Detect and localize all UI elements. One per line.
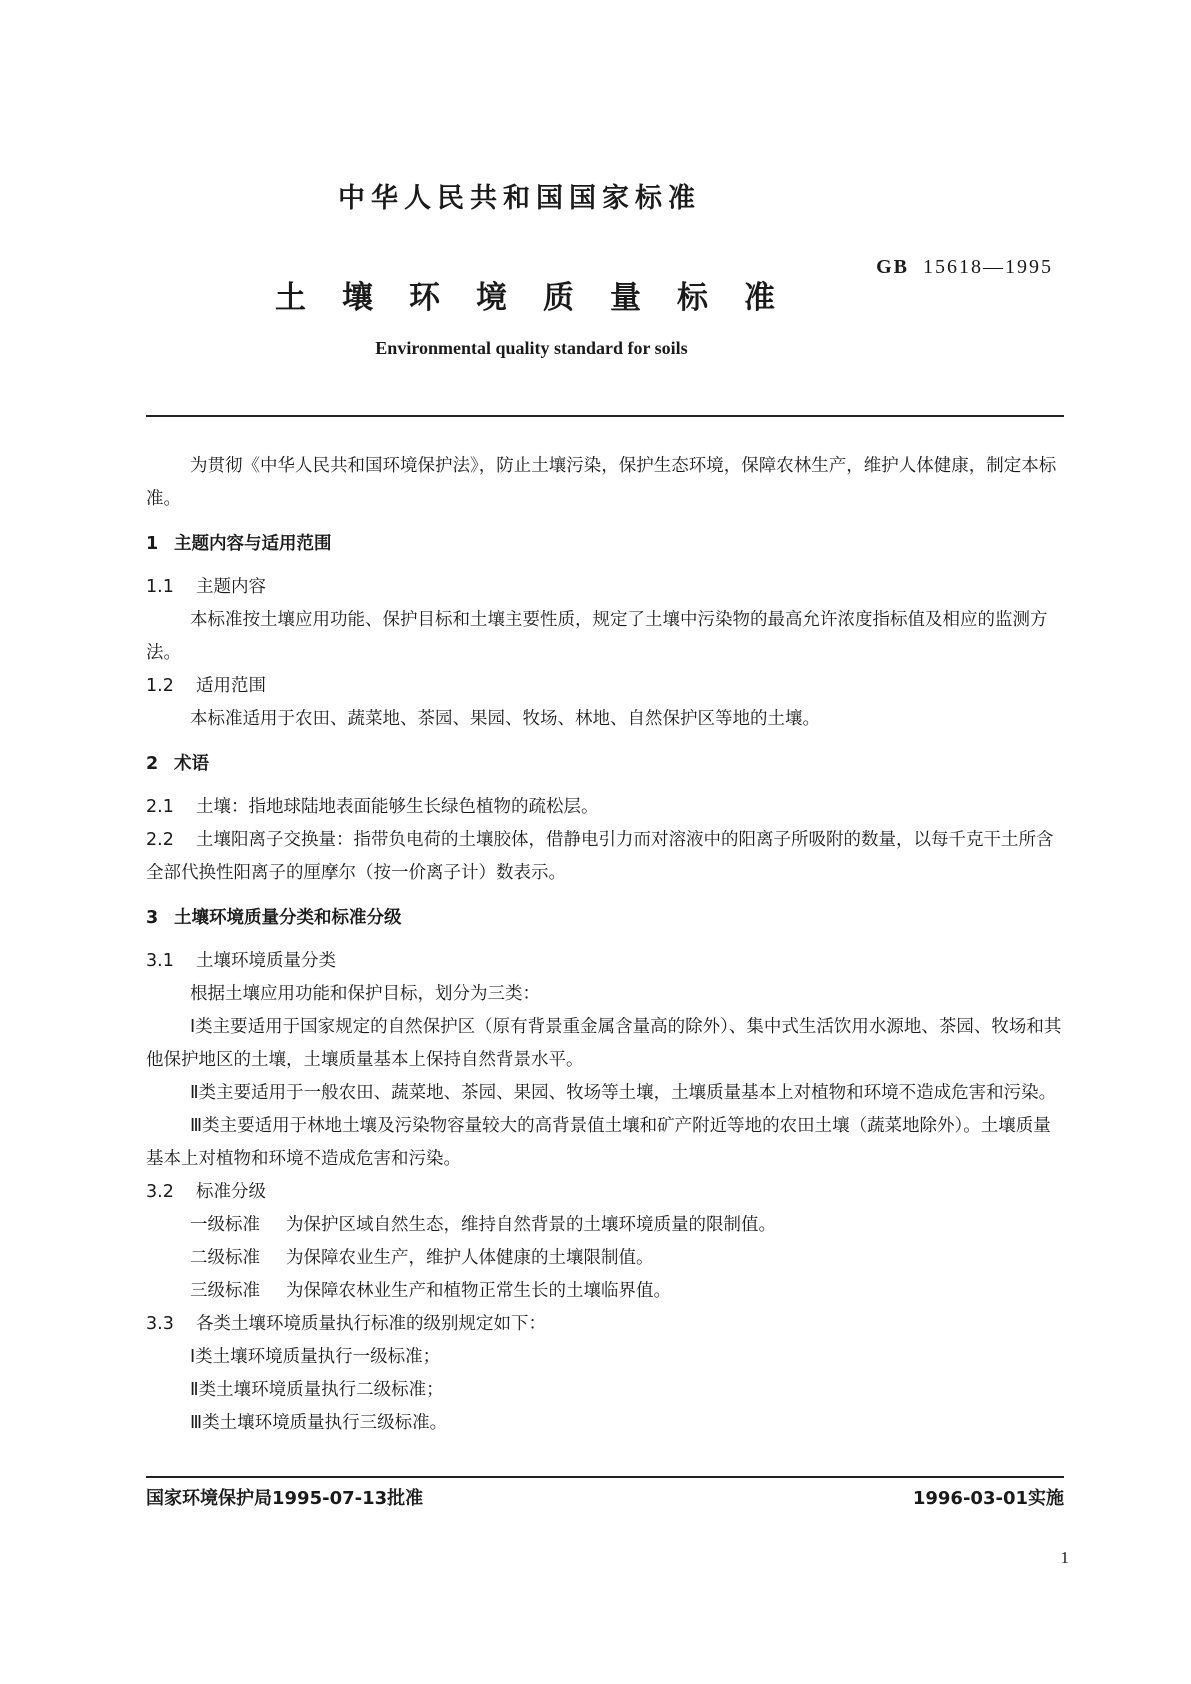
subsection-number: 3.3 — [146, 1314, 174, 1334]
subsection-text: 土壤：指地球陆地表面能够生长绿色植物的疏松层。 — [196, 797, 599, 817]
section-title: 术语 — [174, 754, 209, 774]
subsection-1-2-heading — [146, 670, 1064, 703]
grade-label: 一级标准 — [190, 1215, 260, 1235]
implementation-date: 1996-03-01实施 — [912, 1488, 1064, 1509]
grade-label: 二级标准 — [190, 1248, 260, 1268]
class-1-description: Ⅰ类主要适用于国家规定的自然保护区（原有背景重金属含量高的除外）、集中式生活饮用水源地、茶园、牧场和其他保护地区的土壤，土壤质量基本上保持自然背景水平。 — [146, 1017, 1062, 1070]
grade-label: 三级标准 — [190, 1281, 260, 1301]
subsection-number: 1.2 — [146, 676, 174, 696]
grade-2-row — [146, 1242, 1064, 1275]
class-2-description: Ⅱ类主要适用于一般农田、蔬菜地、茶园、果园、牧场等土壤，土壤质量基本上对植物和环境不造成危害和污染。 — [190, 1083, 1057, 1103]
grade-text: 为保障农林业生产和植物正常生长的土壤临界值。 — [286, 1281, 671, 1301]
subsection-number: 2.2 — [146, 830, 174, 850]
preface-paragraph: 为贯彻《中华人民共和国环境保护法》，防止土壤污染，保护生态环境，保障农林生产，维护人体健康，制定本标准。 — [146, 456, 1057, 509]
subsection-3-3-heading — [146, 1308, 1064, 1341]
subsection-2-2 — [146, 824, 1064, 890]
grade-text: 为保障农业生产，维护人体健康的土壤限制值。 — [286, 1248, 654, 1268]
subsection-number: 2.1 — [146, 797, 174, 817]
subsection-1-1-text: 本标准按土壤应用功能、保护目标和土壤主要性质，规定了土壤中污染物的最高允许浓度指标值及相应的监测方法。 — [146, 610, 1048, 663]
subsection-3-1-intro: 根据土壤应用功能和保护目标，划分为三类： — [190, 984, 540, 1004]
subsection-title: 主题内容 — [196, 577, 266, 597]
section-number: 3 — [146, 908, 159, 928]
standard-code — [876, 256, 1053, 279]
footer-divider — [146, 1476, 1064, 1478]
national-standard-heading: 中华人民共和国国家标准 — [338, 183, 701, 214]
standard-code-prefix: GB — [876, 256, 909, 278]
class-3-description: Ⅲ类主要适用于林地土壤及污染物容量较大的高背景值土壤和矿产附近等地的农田土壤（蔬菜地除外）。土壤质量基本上对植物和环境不造成危害和污染。 — [146, 1116, 1051, 1169]
subsection-title: 标准分级 — [196, 1182, 266, 1202]
subsection-number: 1.1 — [146, 577, 174, 597]
subsection-title: 土壤环境质量分类 — [196, 951, 336, 971]
document-title-english: Environmental quality standard for soils — [375, 338, 688, 358]
subsection-text: 土壤阳离子交换量：指带负电荷的土壤胶体，借静电引力而对溶液中的阳离子所吸附的数量，以每千克干土所含全部代换性阳离子的厘摩尔（按一价离子计）数表示。 — [146, 830, 1054, 883]
subsection-title: 适用范围 — [196, 676, 266, 696]
subsection-1-2-text: 本标准适用于农田、蔬菜地、茶园、果园、牧场、林地、自然保护区等地的土壤。 — [190, 709, 820, 729]
execution-item-3: Ⅲ类土壤环境质量执行三级标准。 — [190, 1413, 448, 1433]
section-2-heading — [146, 748, 1064, 781]
document-body — [146, 450, 1064, 1440]
section-number: 2 — [146, 754, 159, 774]
standard-code-number: 15618—1995 — [923, 256, 1053, 278]
section-title: 主题内容与适用范围 — [174, 534, 332, 554]
subsection-number: 3.2 — [146, 1182, 174, 1202]
header-divider — [146, 415, 1064, 417]
page-number: 1 — [1060, 1548, 1069, 1567]
grade-text: 为保护区域自然生态，维持自然背景的土壤环境质量的限制值。 — [286, 1215, 776, 1235]
subsection-1-1-heading — [146, 571, 1064, 604]
grade-1-row — [146, 1209, 1064, 1242]
execution-item-2: Ⅱ类土壤环境质量执行二级标准； — [190, 1380, 444, 1400]
section-3-heading — [146, 902, 1064, 935]
section-title: 土壤环境质量分类和标准分级 — [174, 908, 402, 928]
section-number: 1 — [146, 534, 159, 554]
execution-item-1: Ⅰ类土壤环境质量执行一级标准； — [190, 1347, 441, 1367]
subsection-3-1-heading — [146, 945, 1064, 978]
grade-3-row — [146, 1275, 1064, 1308]
approval-date: 国家环境保护局1995-07-13批准 — [146, 1488, 424, 1509]
subsection-2-1 — [146, 791, 1064, 824]
subsection-number: 3.1 — [146, 951, 174, 971]
section-1-heading — [146, 528, 1064, 561]
subsection-3-2-heading — [146, 1176, 1064, 1209]
document-title: 土壤环境质量标准 — [275, 280, 811, 316]
subsection-title: 各类土壤环境质量执行标准的级别规定如下： — [196, 1314, 546, 1334]
